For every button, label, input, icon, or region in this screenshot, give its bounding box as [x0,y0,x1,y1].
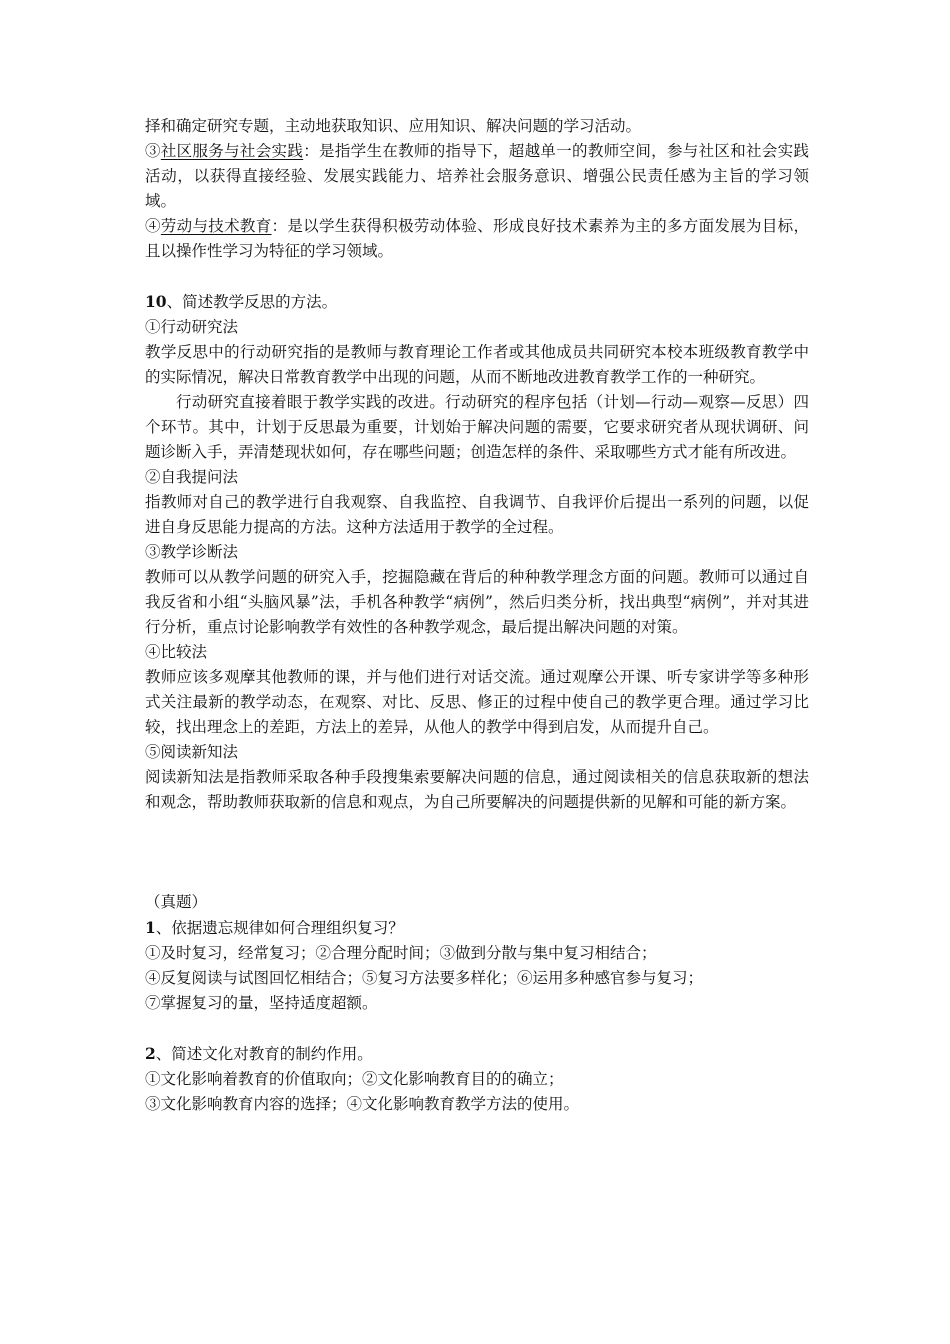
question-title: 、简述文化对教育的制约作用。 [155,1045,373,1063]
method-4-title: ④比较法 [145,643,208,661]
zhenti-header: （真题） [145,893,208,911]
spacer [145,1016,809,1041]
item-term: 劳动与技术教育 [160,217,272,235]
item-text: ：是以学生获得积极劳动体验、形成良好技术素养为主的多方面发展为目标，且以操作性学习为特征的学习领域。 [145,217,809,260]
question-title: 、简述教学反思的方法。 [166,293,338,311]
method-2-title: ②自我提问法 [145,468,239,486]
zhenti-question-1-line-2: ④反复阅读与试图回忆相结合；⑤复习方法要多样化；⑥运用多种感官参与复习； [145,969,704,987]
method-1-paragraph-2: 行动研究直接着眼于教学实践的改进。行动研究的程序包括（计划—行动—观察—反思）四个环节。其中，计划于反思最为重要，计划始于解决问题的需要，它要求研究者从现状调研、问题诊断入手，弄清楚现状如何，存在哪些问题；创造怎样的条件、采取哪些方式才能有所改进。 [145,393,809,461]
zhenti-question-1-line-3: ⑦掌握复习的量，坚持适度超额。 [145,994,378,1012]
method-1-title: ①行动研究法 [145,318,239,336]
item-prefix: ③ [145,142,161,160]
document-body [145,114,809,1117]
method-5-paragraph: 阅读新知法是指教师采取各种手段搜集索要解决问题的信息，通过阅读相关的信息获取新的想法和观念，帮助教师获取新的信息和观点，为自己所要解决的问题提供新的见解和可能的新方案。 [145,768,809,811]
method-3-paragraph: 教师可以从教学问题的研究入手，挖掘隐藏在背后的种种教学理念方面的问题。教师可以通过自我反省和小组“头脑风暴”法，手机各种教学“病例”，然后归类分析，找出典型“病例”，并对其进行分析，重点讨论影响教学有效性的各种教学观念，最后提出解决问题的对策。 [145,568,809,636]
question-number: 2 [145,1044,156,1063]
zhenti-question-2-heading [145,1041,809,1067]
item-prefix: ④ [145,217,161,235]
method-5-title: ⑤阅读新知法 [145,743,239,761]
method-1-paragraph: 教学反思中的行动研究指的是教师与教育理论工作者或其他成员共同研究本校本班级教育教学中的实际情况，解决日常教育教学中出现的问题，从而不断地改进教育教学工作的一种研究。 [145,343,809,386]
spacer [145,815,809,890]
paragraph-continuation: 择和确定研究专题，主动地获取知识、应用知识、解决问题的学习活动。 [145,117,642,135]
question-title: 、依据遗忘规律如何合理组织复习？ [155,919,404,937]
zhenti-question-1-heading [145,915,809,941]
method-4-paragraph: 教师应该多观摩其他教师的课，并与他们进行对话交流。通过观摩公开课、听专家讲学等多种形式关注最新的教学动态，在观察、对比、反思、修正的过程中使自己的教学更合理。通过学习比较，找出理念上的差距，方法上的差异，从他人的教学中得到启发，从而提升自己。 [145,668,809,736]
zhenti-question-2-line-1: ①文化影响着教育的价值取向；②文化影响教育目的的确立； [145,1070,564,1088]
item-community-service [145,139,809,214]
question-10-heading [145,289,809,315]
question-number: 1 [145,918,156,937]
item-text: ：是指学生在教师的指导下，超越单一的教师空间，参与社区和社会实践活动，以获得直接经验、发展实践能力、培养社会服务意识、增强公民责任感为主旨的学习领域。 [145,142,809,210]
method-3-title: ③教学诊断法 [145,543,239,561]
zhenti-question-1-line-1: ①及时复习，经常复习；②合理分配时间；③做到分散与集中复习相结合； [145,944,657,962]
method-2-paragraph: 指教师对自己的教学进行自我观察、自我监控、自我调节、自我评价后提出一系列的问题，以促进自身反思能力提高的方法。这种方法适用于教学的全过程。 [145,493,809,536]
zhenti-question-2-line-2: ③文化影响教育内容的选择；④文化影响教育教学方法的使用。 [145,1095,580,1113]
spacer [145,264,809,289]
item-labor-technology [145,214,809,264]
question-number: 10 [145,292,167,311]
item-term: 社区服务与社会实践 [160,142,304,160]
